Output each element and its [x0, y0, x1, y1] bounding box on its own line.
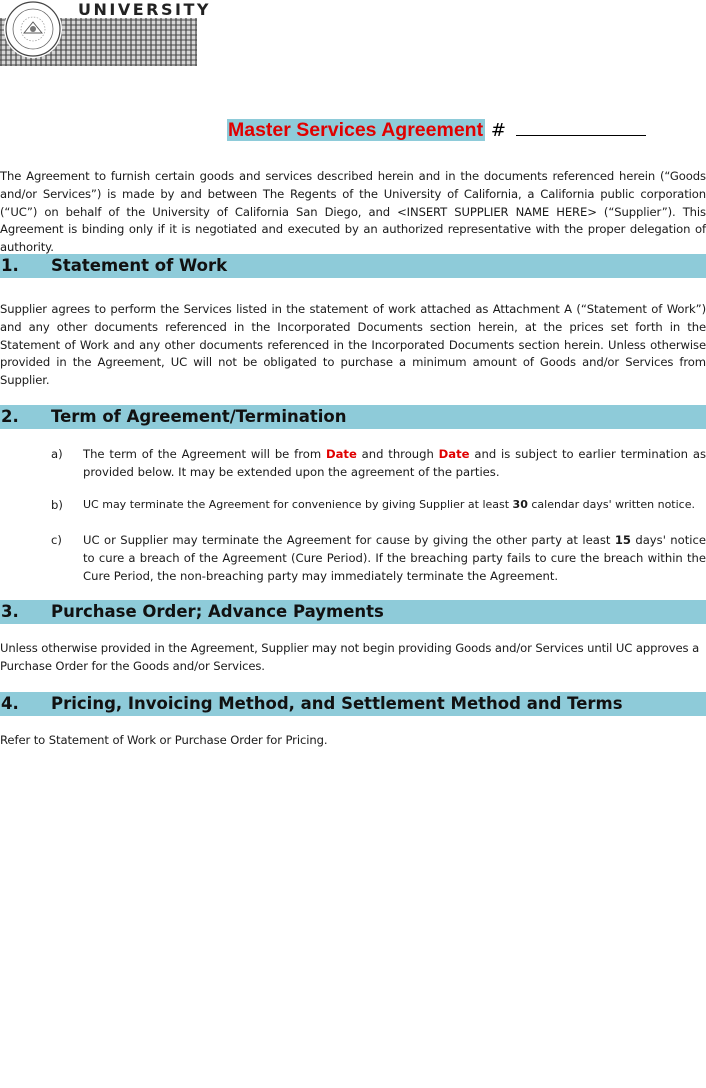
- date-placeholder: Date: [325, 447, 357, 461]
- section-title: Term of Agreement/Termination: [51, 407, 347, 426]
- list-item-letter: c): [51, 533, 62, 547]
- section-heading-4: [0, 692, 706, 716]
- date-placeholder: Date: [438, 447, 470, 461]
- logo-wordmark: UNIVERSITY: [78, 0, 211, 19]
- list-item-text: UC or Supplier may terminate the Agreement for cause by giving the other party at least 15 days' notice to cure a breach of the Agreement (Cure Period). If the breaching party fails to cure the breach within the Cure Period, the non-breaching party may immediately terminate the Agreement.: [83, 533, 706, 583]
- section-number: 2.: [1, 407, 19, 426]
- section-heading-1: [0, 254, 706, 278]
- section-number: 4.: [1, 694, 19, 713]
- intro-paragraph: The Agreement to furnish certain goods and services described herein and in the documents referenced herein (“Goods and/or Services”) is made by and between The Regents of the University of California, a California public corporation (“UC”) on behalf of the University of California San Diego, and <INSERT SUPPLIER NAME HERE> (“Supplier”). This Agreement is binding only if it is negotiated and executed by an authorized representative with the proper delegation of authority.: [0, 169, 706, 255]
- title-text: Master Services Agreement: [228, 119, 484, 141]
- section-heading-2: [0, 405, 706, 429]
- section-4-body: Refer to Statement of Work or Purchase Order for Pricing.: [0, 733, 328, 747]
- section-title: Statement of Work: [51, 256, 228, 275]
- section-3-body: Unless otherwise provided in the Agreement, Supplier may not begin providing Goods and/or Services until UC approves a Purchase Order for the Goods and/or Services.: [0, 641, 700, 673]
- list-item-letter: b): [51, 498, 63, 512]
- agreement-number-blank: [516, 117, 646, 136]
- list-item-letter: a): [51, 447, 63, 461]
- agreement-number-prefix: #: [490, 120, 506, 141]
- section-number: 3.: [1, 602, 19, 621]
- page-title: [227, 117, 646, 143]
- section-1-body: Supplier agrees to perform the Services listed in the statement of work attached as Attachment A (“Statement of Work”) and any other documents referenced in the Incorporated Documents section herein, at the prices set forth in the Statement of Work and any other documents referenced in the Incorporated Documents section herein. Unless otherwise provided in the Agreement, UC will not be obligated to purchase a minimum amount of Goods and/or Services from Supplier.: [0, 302, 706, 388]
- list-item-text: The term of the Agreement will be from Date and through Date and is subject to earlier termination as provided below. It may be extended upon the agreement of the parties.: [83, 447, 706, 479]
- section-title: Pricing, Invoicing Method, and Settlement Method and Terms: [51, 694, 623, 713]
- section-number: 1.: [1, 256, 19, 275]
- university-logo: [0, 0, 211, 66]
- list-item-text: UC may terminate the Agreement for convenience by giving Supplier at least 30 calendar days' written notice.: [83, 498, 695, 511]
- section-title: Purchase Order; Advance Payments: [51, 602, 384, 621]
- notice-days: 15: [614, 533, 631, 547]
- section-heading-3: [0, 600, 706, 624]
- notice-days: 30: [512, 498, 528, 511]
- university-seal-icon: [4, 0, 62, 58]
